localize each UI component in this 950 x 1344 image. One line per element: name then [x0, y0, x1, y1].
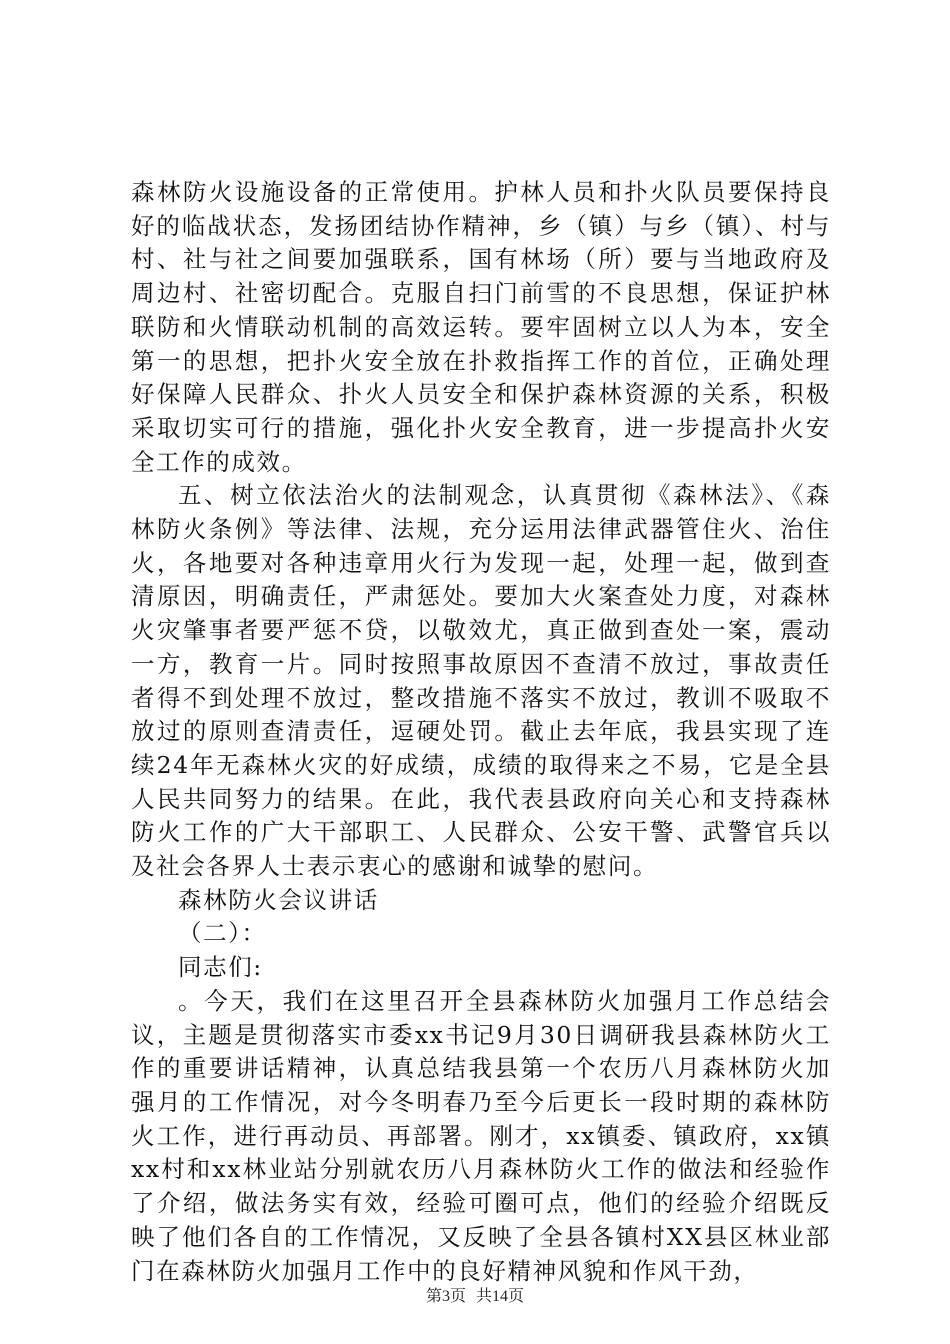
page-number: 第3页	[425, 1288, 466, 1305]
salutation: 同志们:	[178, 953, 263, 982]
section-title: 森林防火会议讲话	[178, 885, 379, 914]
speech-paragraph: 。今天，我们在这里召开全县森林防火加强月工作总结会议，主题是贯彻落实市委xx书记9月30日调研我县森林防火工作的重要讲话精神，认真总结我县第一个农历八月森林防火加强月的工作情况，对今冬明春乃至今后更长一段时期的森林防火工作，进行再动员、再部署。刚才，xx镇委、镇政府，xx镇xx村和xx林业站分别就农历八月森林防火工作的做法和经验作了介绍，做法务实有效，经验可圈可点，他们的经验介绍既反映了他们各自的工作情况，又反映了全县各镇村XX县区林业部门在森林防火加强月工作中的良好精神风貌和作风干劲，	[131, 986, 831, 1285]
page-footer	[0, 1283, 950, 1306]
paragraph-section-five: 五、树立依法治火的法制观念，认真贯彻《森林法》、《森林防火条例》等法律、法规，充分运用法律武器管住火、治住火，各地要对各种违章用火行为发现一起，处理一起，做到查清原因，明确责任，严肃惩处。要加大火案查处力度，对森林火灾肇事者要严惩不贷，以敬效尤，真正做到查处一案，震动一方，教育一片。同时按照事故原因不查清不放过，事故责任者得不到处理不放过，整改措施不落实不放过，教训不吸取不放过的原则查清责任，逗硬处罚。截止去年底，我县实现了连续24年无森林火灾的好成绩，成绩的取得来之不易，它是全县人民共同努力的结果。在此，我代表县政府向关心和支持森林防火工作的广大干部职工、人民群众、公安干警、武警官兵以及社会各界人士表示衷心的感谢和诚挚的慰问。	[131, 481, 831, 881]
paragraph-continuation: 森林防火设施设备的正常使用。护林人员和扑火队员要保持良好的临战状态，发扬团结协作精神，乡（镇）与乡（镇）、村与村、社与社之间要加强联系，国有林场（所）要与当地政府及周边村、社密切配合。克服自扫门前雪的不良思想，保证护林联防和火情联动机制的高效运转。要牢固树立以人为本，安全第一的思想，把扑火安全放在扑救指挥工作的首位，正确处理好保障人民群众、扑火人员安全和保护森林资源的关系，积极采取切实可行的措施，强化扑火安全教育，进一步提高扑火安全工作的成效。	[131, 178, 831, 476]
document-body	[131, 176, 831, 1288]
section-number: （二）：	[178, 919, 267, 948]
page-total: 共14页	[476, 1288, 525, 1305]
